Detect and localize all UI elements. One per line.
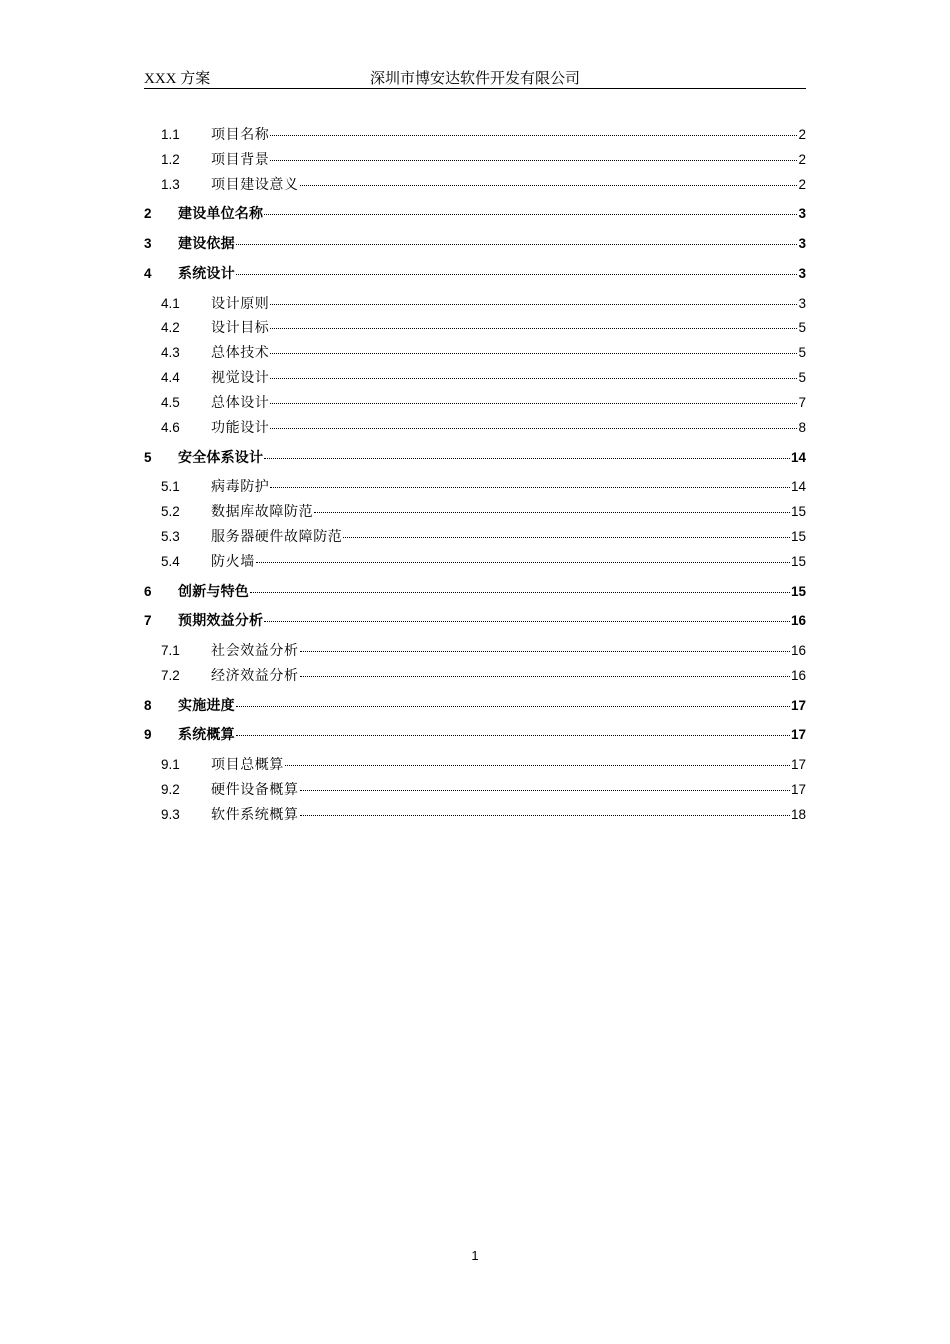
toc-entry-page: 17: [790, 757, 806, 773]
toc-entry-title: 视觉设计: [211, 371, 270, 387]
toc-entry-number: 5.2: [161, 504, 180, 520]
toc-dot-leader: [300, 651, 790, 652]
toc-entry-section[interactable]: [144, 551, 806, 576]
toc-dot-leader: [264, 214, 797, 215]
toc-entry-section[interactable]: [144, 754, 806, 779]
toc-dot-leader: [256, 562, 790, 563]
company-name: 深圳市博安达软件开发有限公司: [370, 71, 581, 87]
toc-entry-title: 经济效益分析: [211, 668, 299, 684]
toc-entry-section[interactable]: [144, 640, 806, 665]
page-number: 1: [471, 1248, 479, 1263]
toc-entry-number: 5.4: [161, 554, 180, 570]
toc-entry-number: 7.2: [161, 667, 180, 683]
toc-entry-number: 1.1: [161, 127, 180, 142]
toc-entry-number: 2: [144, 206, 152, 222]
page-header: [144, 64, 806, 89]
toc-dot-leader: [236, 274, 798, 275]
toc-entry-page: 5: [798, 320, 806, 336]
toc-entry-page: 2: [798, 176, 806, 192]
toc-entry-title: 建设依据: [178, 235, 235, 252]
document-title: XXX 方案: [144, 71, 211, 87]
toc-entry-page: 2: [798, 127, 806, 142]
toc-entry-page: 17: [790, 727, 806, 743]
toc-dot-leader: [270, 135, 797, 136]
toc-dot-leader: [270, 487, 790, 488]
toc-dot-leader: [236, 735, 790, 736]
toc-dot-leader: [343, 537, 790, 538]
toc-entry-page: 16: [790, 643, 806, 659]
toc-entry-title: 项目建设意义: [211, 177, 299, 193]
toc-entry-title: 社会效益分析: [211, 644, 299, 660]
toc-entry-section[interactable]: [144, 526, 806, 551]
toc-dot-leader: [300, 185, 798, 186]
toc-entry-title: 系统设计: [178, 264, 235, 281]
toc-dot-leader: [270, 403, 797, 404]
toc-entry-number: 4.5: [161, 395, 180, 411]
toc-entry-title: 设计原则: [211, 296, 270, 312]
toc-entry-number: 9.1: [161, 757, 180, 773]
toc-entry-number: 9: [144, 727, 152, 743]
toc-dot-leader: [270, 378, 797, 379]
toc-dot-leader: [264, 621, 790, 622]
toc-entry-number: 9.2: [161, 781, 180, 797]
toc-entry-page: 17: [790, 781, 806, 797]
toc-entry-number: 4.3: [161, 345, 180, 361]
toc-entry-number: 5.3: [161, 529, 180, 545]
toc-dot-leader: [270, 353, 797, 354]
toc-entry-title: 实施进度: [178, 696, 235, 713]
toc-entry-section[interactable]: [144, 501, 806, 526]
toc-entry-title: 设计目标: [211, 321, 270, 337]
toc-entry-title: 安全体系设计: [178, 448, 264, 465]
toc-entry-page: 3: [798, 295, 806, 311]
toc-dot-leader: [285, 765, 790, 766]
toc-entry-page: 15: [790, 504, 806, 520]
toc-entry-number: 5.1: [161, 479, 180, 495]
toc-entry-chapter[interactable]: [144, 610, 806, 635]
toc-entry-number: 4.6: [161, 419, 180, 435]
toc-dot-leader: [270, 428, 797, 429]
toc-dot-leader: [270, 328, 797, 329]
toc-entry-title: 建设单位名称: [178, 205, 264, 222]
toc-entry-chapter[interactable]: [144, 695, 806, 720]
toc-dot-leader: [300, 676, 790, 677]
toc-entry-number: 6: [144, 583, 152, 599]
toc-entry-number: 5: [144, 449, 152, 465]
toc-entry-number: 7: [144, 613, 152, 629]
toc-entry-page: 5: [798, 345, 806, 361]
toc-dot-leader: [300, 790, 790, 791]
toc-entry-section[interactable]: [144, 342, 806, 367]
toc-dot-leader: [300, 815, 790, 816]
table-of-contents: [144, 124, 806, 829]
toc-entry-page: 3: [798, 236, 806, 252]
toc-entry-title: 软件系统概算: [211, 807, 299, 823]
toc-entry-section[interactable]: [144, 392, 806, 417]
toc-dot-leader: [236, 706, 790, 707]
toc-entry-page: 14: [790, 479, 806, 495]
toc-entry-page: 15: [790, 554, 806, 570]
toc-dot-leader: [270, 160, 797, 161]
toc-entry-section[interactable]: [144, 476, 806, 501]
toc-entry-chapter[interactable]: [144, 203, 806, 228]
toc-entry-section[interactable]: [144, 779, 806, 804]
toc-entry-page: 14: [790, 449, 806, 465]
toc-entry-section[interactable]: [144, 417, 806, 442]
toc-dot-leader: [270, 304, 797, 305]
toc-entry-number: 3: [144, 236, 152, 252]
toc-entry-chapter[interactable]: [144, 263, 806, 288]
toc-entry-title: 项目背景: [211, 152, 270, 168]
toc-entry-section[interactable]: [144, 804, 806, 829]
toc-entry-number: 4.4: [161, 370, 180, 386]
toc-entry-chapter[interactable]: [144, 447, 806, 472]
toc-entry-number: 4: [144, 265, 152, 281]
toc-entry-section[interactable]: [144, 149, 806, 174]
toc-dot-leader: [314, 512, 790, 513]
toc-entry-title: 项目名称: [211, 128, 270, 143]
toc-entry-chapter[interactable]: [144, 581, 806, 606]
toc-entry-title: 服务器硬件故障防范: [211, 530, 343, 546]
toc-entry-page: 3: [798, 265, 806, 281]
toc-entry-page: 15: [790, 529, 806, 545]
toc-entry-title: 项目总概算: [211, 758, 284, 774]
toc-entry-chapter[interactable]: [144, 233, 806, 258]
toc-dot-leader: [264, 458, 790, 459]
toc-entry-title: 预期效益分析: [178, 612, 264, 629]
toc-entry-number: 9.3: [161, 806, 180, 822]
toc-entry-title: 功能设计: [211, 420, 270, 436]
toc-entry-section[interactable]: [144, 367, 806, 392]
toc-dot-leader: [250, 592, 790, 593]
toc-entry-number: 1.3: [161, 176, 180, 192]
toc-entry-title: 系统概算: [178, 726, 235, 743]
toc-entry-title: 数据库故障防范: [211, 505, 314, 521]
toc-entry-page: 18: [790, 806, 806, 822]
toc-entry-number: 7.1: [161, 643, 180, 659]
toc-entry-title: 总体技术: [211, 346, 270, 362]
toc-entry-page: 3: [798, 206, 806, 222]
toc-entry-section[interactable]: [144, 293, 806, 318]
toc-entry-number: 1.2: [161, 151, 180, 167]
toc-entry-section[interactable]: [144, 317, 806, 342]
toc-dot-leader: [236, 244, 798, 245]
toc-entry-title: 硬件设备概算: [211, 782, 299, 798]
toc-entry-section[interactable]: [144, 174, 806, 199]
toc-entry-page: 5: [798, 370, 806, 386]
toc-entry-title: 总体设计: [211, 396, 270, 412]
toc-entry-page: 8: [798, 419, 806, 435]
toc-entry-title: 防火墙: [211, 555, 255, 571]
toc-entry-number: 8: [144, 697, 152, 713]
toc-entry-title: 病毒防护: [211, 480, 270, 496]
toc-entry-page: 7: [798, 395, 806, 411]
toc-entry-page: 16: [790, 613, 806, 629]
toc-entry-page: 17: [790, 697, 806, 713]
toc-entry-section[interactable]: [144, 665, 806, 690]
toc-entry-number: 4.2: [161, 320, 180, 336]
toc-entry-page: 15: [790, 583, 806, 599]
toc-entry-chapter[interactable]: [144, 724, 806, 749]
toc-entry-page: 2: [798, 151, 806, 167]
toc-entry-page: 16: [790, 667, 806, 683]
toc-entry-number: 4.1: [161, 295, 180, 311]
toc-entry-title: 创新与特色: [178, 582, 249, 599]
toc-entry-section[interactable]: [144, 124, 806, 149]
